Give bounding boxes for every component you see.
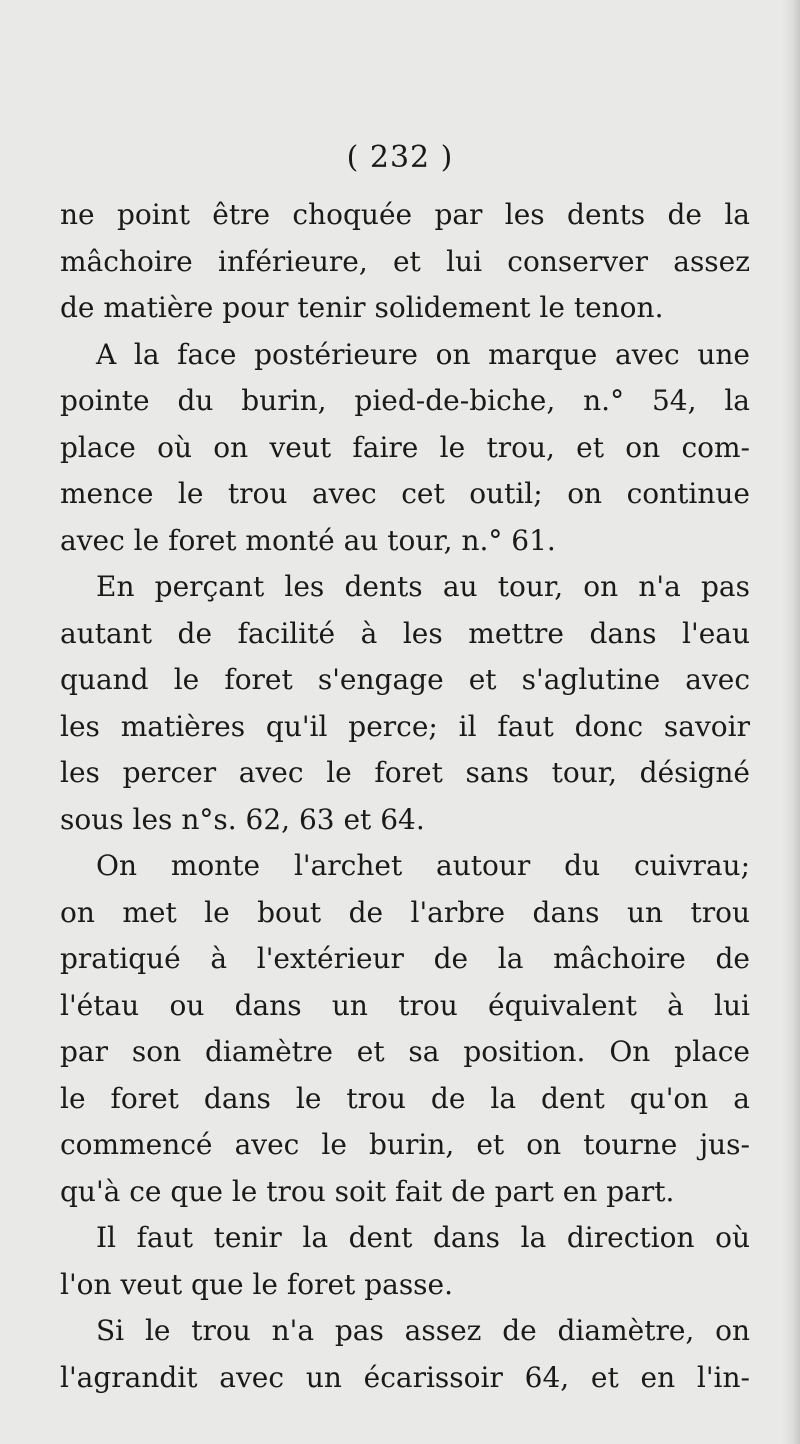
text-line: on met le bout de l'arbre dans un trou (60, 895, 750, 929)
text-line: Il faut tenir la dent dans la direction où (96, 1221, 750, 1254)
text-line: qu'à ce que le trou soit fait de part en part. (60, 1174, 675, 1208)
text-line: pratiqué à l'extérieur de la mâchoire de (60, 942, 750, 975)
text-line: commencé avec le burin, et on tourne jus- (60, 1128, 750, 1161)
text-line: pointe du burin, pied-de-biche, n.° 54, la (60, 384, 750, 417)
text-line: On monte l'archet autour du cuivrau; (96, 849, 750, 882)
body-text (60, 192, 750, 1401)
text-line: A la face postérieure on marque avec une (96, 337, 750, 371)
text-line: l'étau ou dans un trou équivalent à lui (60, 988, 750, 1022)
page-number: ( 232 ) (346, 140, 454, 175)
text-line: par son diamètre et sa position. On place (60, 1035, 750, 1068)
text-line: En perçant les dents au tour, on n'a pas (96, 570, 750, 603)
text-line: mence le trou avec cet outil; on continue (60, 477, 750, 510)
text-line: quand le foret s'engage et s'aglutine avec (60, 663, 750, 696)
text-line: l'agrandit avec un écarissoir 64, et en l'in- (60, 1360, 750, 1394)
text-line: Si le trou n'a pas assez de diamètre, on (96, 1314, 750, 1347)
text-line: ne point être choquée par les dents de la (60, 198, 750, 231)
text-line: les matières qu'il perce; il faut donc savoir (60, 709, 750, 743)
text-line: de matière pour tenir solidement le tenon. (60, 291, 664, 324)
text-line: autant de facilité à les mettre dans l'eau (60, 616, 750, 650)
text-line: le foret dans le trou de la dent qu'on a (60, 1081, 750, 1115)
text-line: l'on veut que le foret passe. (60, 1267, 454, 1301)
text-line: mâchoire inférieure, et lui conserver assez (60, 244, 750, 278)
text-line: avec le foret monté au tour, n.° 61. (60, 523, 556, 557)
text-line: place où on veut faire le trou, et on com- (60, 430, 750, 464)
page-edge-shadow (782, 0, 800, 1444)
text-line: sous les n°s. 62, 63 et 64. (60, 802, 425, 836)
text-line: les percer avec le foret sans tour, désigné (60, 756, 750, 789)
